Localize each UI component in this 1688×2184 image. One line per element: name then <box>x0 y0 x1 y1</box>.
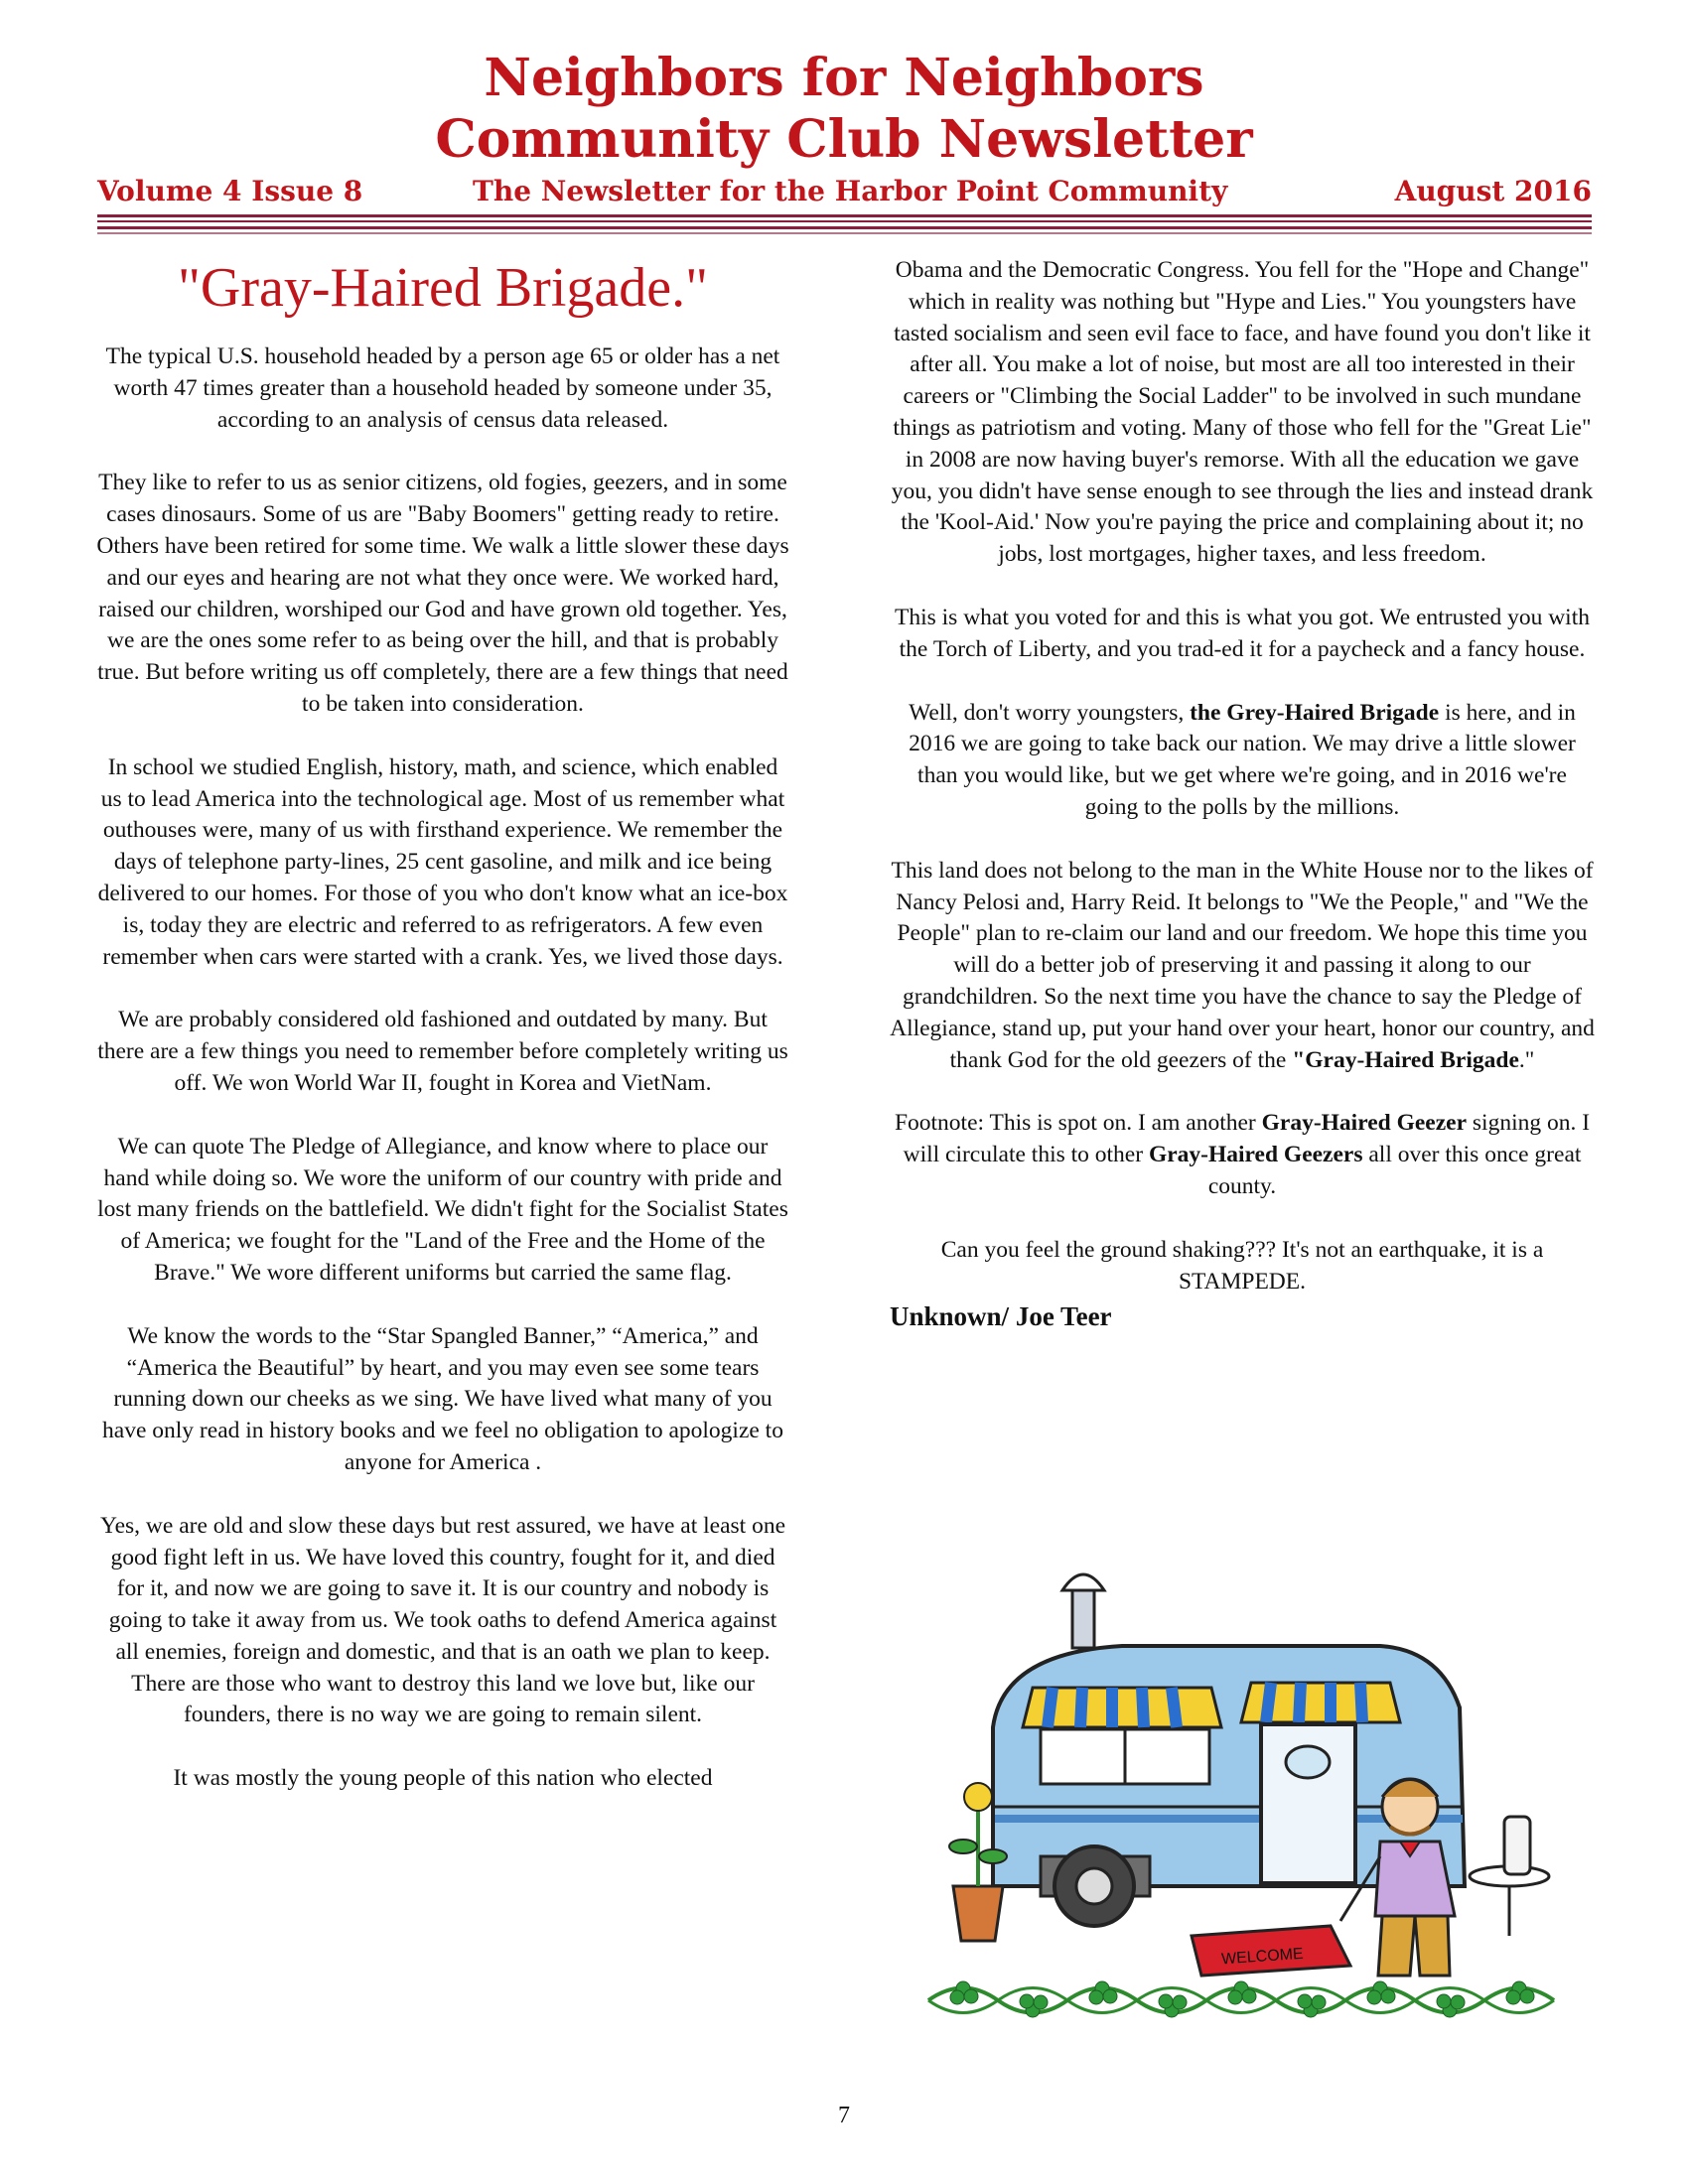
article-right-column <box>890 255 1595 1333</box>
article-paragraph: Obama and the Democratic Congress. You fell for the "Hope and Change" which in reality was nothing but "Hype and Lies." You youngsters have tasted socialism and seen evil face to face, and have found you don't like it after all. You make a lot of noise, but most are all too interested in their careers or "Climbing the Social Ladder" to be involved in such mundane things as patriotism and voting. Many of those who fell for the "Great Lie" in 2008 are now having buyer's remorse. With all the education we gave you, you didn't have sense enough to see through the lies and instead drank the 'Kool-Aid.' Now you're paying the price and complaining about it; no jobs, lost mortgages, higher taxes, and less freedom. <box>891 257 1594 568</box>
issue-date: August 2016 <box>1394 175 1592 207</box>
masthead-info-row <box>97 175 1592 214</box>
article-paragraph: The typical U.S. household headed by a person age 65 or older has a net worth 47 times greater than a household headed by someone under 35, according to an analysis of census data released. <box>105 343 780 433</box>
masthead-rule <box>97 214 1592 217</box>
clover-vine-border <box>923 1971 1559 2030</box>
bold-phrase: "Gray-Haired Brigade <box>1292 1046 1519 1073</box>
article-title: "Gray-Haired Brigade." <box>178 257 708 319</box>
bold-phrase: the Grey-Haired Brigade <box>1190 699 1440 726</box>
article-paragraph: This is what you voted for and this is what you got. We entrusted you with the Torch of Liberty, and you trad-ed it for a paycheck and a fancy house. <box>895 604 1590 662</box>
article-paragraph: They like to refer to us as senior citizens, old fogies, geezers, and in some cases dinosaurs. Some of us are "Baby Boomers" getting ready to retire. Others have been retired for some time. We walk a little slower these days and our eyes and hearing are not what they once were. We worked hard, raised our children, worshiped our God and have grown old together. Yes, we are the ones some refer to as being over the hill, and that is probably true. But before writing us off completely, there are a few things that need to be taken into consideration. <box>96 470 789 717</box>
bold-phrase: Gray-Haired Geezers <box>1148 1142 1363 1168</box>
article-paragraph: In school we studied English, history, math, and science, which enabled us to lead America into the technological age. Most of us remember what outhouses were, many of us with firsthand experience. We remember the days of telephone party-lines, 25 cent gasoline, and milk and ice being delivered to our homes. For those of you who don't know what an ice-box is, today they are electric and referred to as refrigerators. A few even remember when cars were started with a crank. Yes, we lived those days. <box>97 753 788 970</box>
article-left-column <box>95 248 790 1827</box>
article-paragraph: We can quote The Pledge of Allegiance, and know where to place our hand while doing so. We wore the uniform of our country with pride and lost many friends on the battlefield. We didn't fight for the Socialist States of America; we fought for the "Land of the Free and the Home of the Brave." We wore different uniforms but carried the same flag. <box>97 1133 788 1286</box>
welcome-mat-text: WELCOME <box>1220 1945 1305 1969</box>
article-paragraph: We know the words to the “Star Spangled Banner,” “America,” and “America the Beautiful” by heart, and you may even see some tears running down our cheeks as we sing. We have lived what many of you have only read in history books and we feel no obligation to apologize to anyone for America . <box>102 1322 783 1475</box>
article-author: Unknown/ Joe Teer <box>890 1301 1112 1332</box>
page-number: 7 <box>838 2103 850 2128</box>
newsletter-tagline: The Newsletter for the Harbor Point Community <box>473 175 1228 207</box>
footnote: Footnote: This is spot on. I am another Gray-Haired Geezer signing on. I will circulate this to other Gray-Haired Geezers all over this once great county. <box>894 1110 1591 1199</box>
camper-trailer-illustration <box>923 1559 1559 1995</box>
volume-issue: Volume 4 Issue 8 <box>97 175 363 207</box>
masthead <box>0 48 1688 171</box>
article-paragraph: This land does not belong to the man in the White House nor to the likes of Nancy Pelosi and, Harry Reid. It belongs to "We the People," and "We the People" plan to re-claim our land and our freedom. We hope this time you will do a better job of preserving it and passing it along to our grandchildren. So the next time you have the chance to say the Pledge of Allegiance, stand up, put your hand over your heart, honor our country, and thank God for the old geezers of the "Gray-Haired Brigade." <box>890 857 1595 1073</box>
masthead-rule <box>97 226 1592 229</box>
bold-phrase: Gray-Haired Geezer <box>1261 1110 1468 1137</box>
masthead-rule <box>97 232 1592 234</box>
article-paragraph: Well, don't worry youngsters, the Grey-Haired Brigade is here, and in 2016 we are going to take back our nation. We may drive a little slower than you would like, but we get where we're going, and in 2016 we're going to the polls by the millions. <box>909 699 1576 820</box>
masthead-rule <box>97 220 1592 222</box>
article-paragraph: Yes, we are old and slow these days but rest assured, we have at least one good fight left in us. We have loved this country, fought for it, and died for it, and now we are going to save it. It is our country and nobody is going to take it away from us. We took oaths to defend America against all enemies, foreign and domestic, and that is an oath we plan to keep. There are those who want to destroy this land we love but, like our founders, there is no way we are going to remain silent. <box>99 1512 786 1728</box>
closing-line: Can you feel the ground shaking??? It's not an earthquake, it is a STAMPEDE. <box>940 1236 1544 1295</box>
newsletter-title-line2: Community Club Newsletter <box>435 109 1253 170</box>
article-paragraph: It was mostly the young people of this nation who elected <box>173 1765 713 1792</box>
article-paragraph: We are probably considered old fashioned and outdated by many. But there are a few things you need to remember before completely writing us off. We won World War II, fought in Korea and VietNam. <box>97 1007 788 1096</box>
newsletter-title-line1: Neighbors for Neighbors <box>484 48 1204 108</box>
